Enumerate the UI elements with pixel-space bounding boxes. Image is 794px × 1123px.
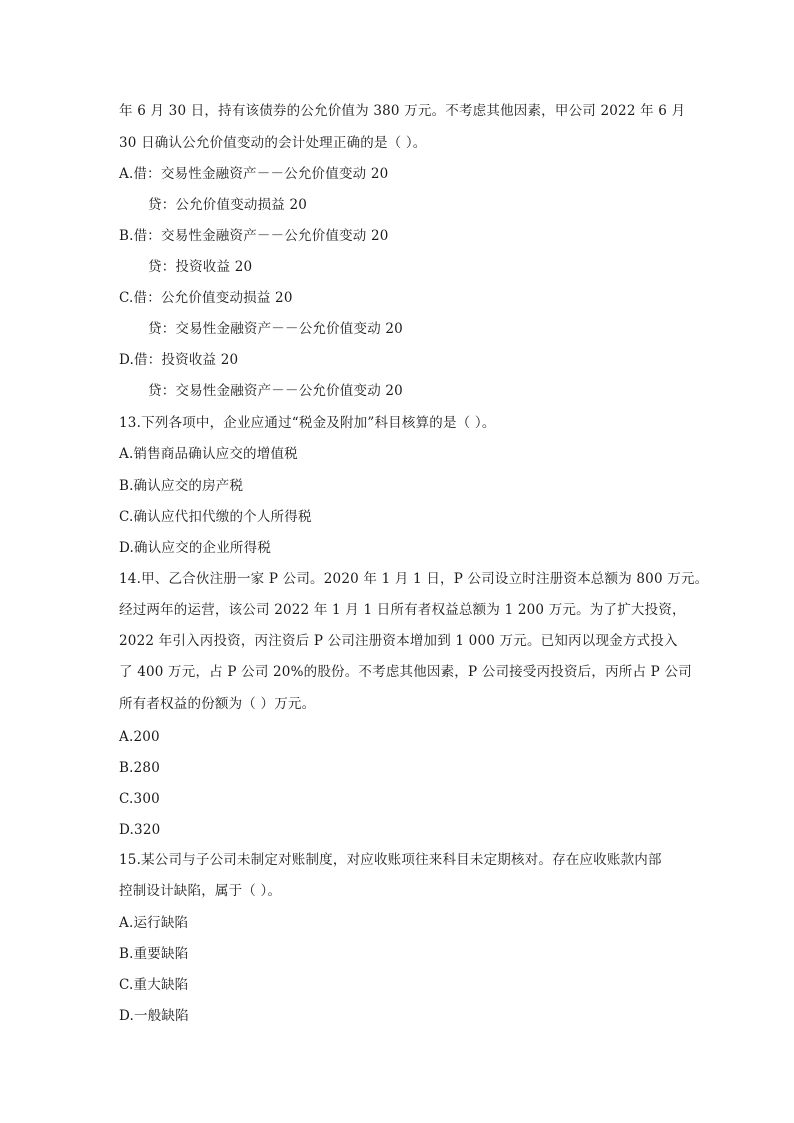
q12-option-a-debit: A.借：交易性金融资产－－公允价值变动 20 (119, 166, 389, 182)
q12-option-c-credit: 贷：交易性金融资产－－公允价值变动 20 (148, 321, 403, 337)
q14-stem-line-4: 了 400 万元，占 P 公司 20%的股份。不考虑其他因素，P 公司接受丙投资后，丙所占 P 公司 (119, 664, 692, 680)
q13-stem: 13.下列各项中，企业应通过“税金及附加”科目核算的是（ ）。 (119, 415, 496, 431)
q14-stem-line-2: 经过两年的运营，该公司 2022 年 1 月 1 日所有者权益总额为 1 200 万元。为了扩大投资， (119, 602, 686, 618)
q13-option-c: C.确认应代扣代缴的个人所得税 (119, 509, 312, 525)
q12-stem-line-1: 年 6 月 30 日，持有该债券的公允价值为 380 万元。不考虑其他因素，甲公司 2022 年 6 月 (119, 103, 686, 119)
q12-option-c-debit: C.借：公允价值变动损益 20 (119, 290, 293, 306)
q12-stem-line-2: 30 日确认公允价值变动的会计处理正确的是（ ）。 (119, 135, 427, 151)
q12-option-b-credit: 贷：投资收益 20 (148, 259, 253, 275)
q14-stem-line-5: 所有者权益的份额为（ ）万元。 (119, 696, 316, 712)
q15-stem-line-1: 15.某公司与子公司未制定对账制度，对应收账项往来科目未定期核对。存在应收账款内部 (119, 852, 662, 868)
q14-option-a: A.200 (119, 729, 160, 745)
q12-option-a-credit: 贷：公允价值变动损益 20 (148, 197, 308, 213)
q14-stem-line-1: 14.甲、乙合伙注册一家 P 公司。2020 年 1 月 1 日，P 公司设立时注册资本总额为 800 万元。 (119, 571, 709, 587)
q14-stem-line-3: 2022 年引入丙投资，丙注资后 P 公司注册资本增加到 1 000 万元。已知丙以现金方式投入 (119, 633, 678, 649)
q12-option-d-debit: D.借：投资收益 20 (119, 352, 239, 368)
q12-option-b-debit: B.借：交易性金融资产－－公允价值变动 20 (119, 228, 389, 244)
q15-stem-line-2: 控制设计缺陷，属于（ ）。 (119, 883, 282, 899)
q15-option-d: D.一般缺陷 (119, 1008, 189, 1024)
q14-option-c: C.300 (119, 791, 160, 807)
q14-option-d: D.320 (119, 822, 161, 838)
q15-option-c: C.重大缺陷 (119, 977, 189, 993)
q13-option-b: B.确认应交的房产税 (119, 478, 244, 494)
q15-option-a: A.运行缺陷 (119, 915, 189, 931)
q13-option-a: A.销售商品确认应交的增值税 (119, 446, 298, 462)
q15-option-b: B.重要缺陷 (119, 946, 189, 962)
q14-option-b: B.280 (119, 760, 160, 776)
q13-option-d: D.确认应交的企业所得税 (119, 540, 272, 556)
q12-option-d-credit: 贷：交易性金融资产－－公允价值变动 20 (148, 383, 403, 399)
